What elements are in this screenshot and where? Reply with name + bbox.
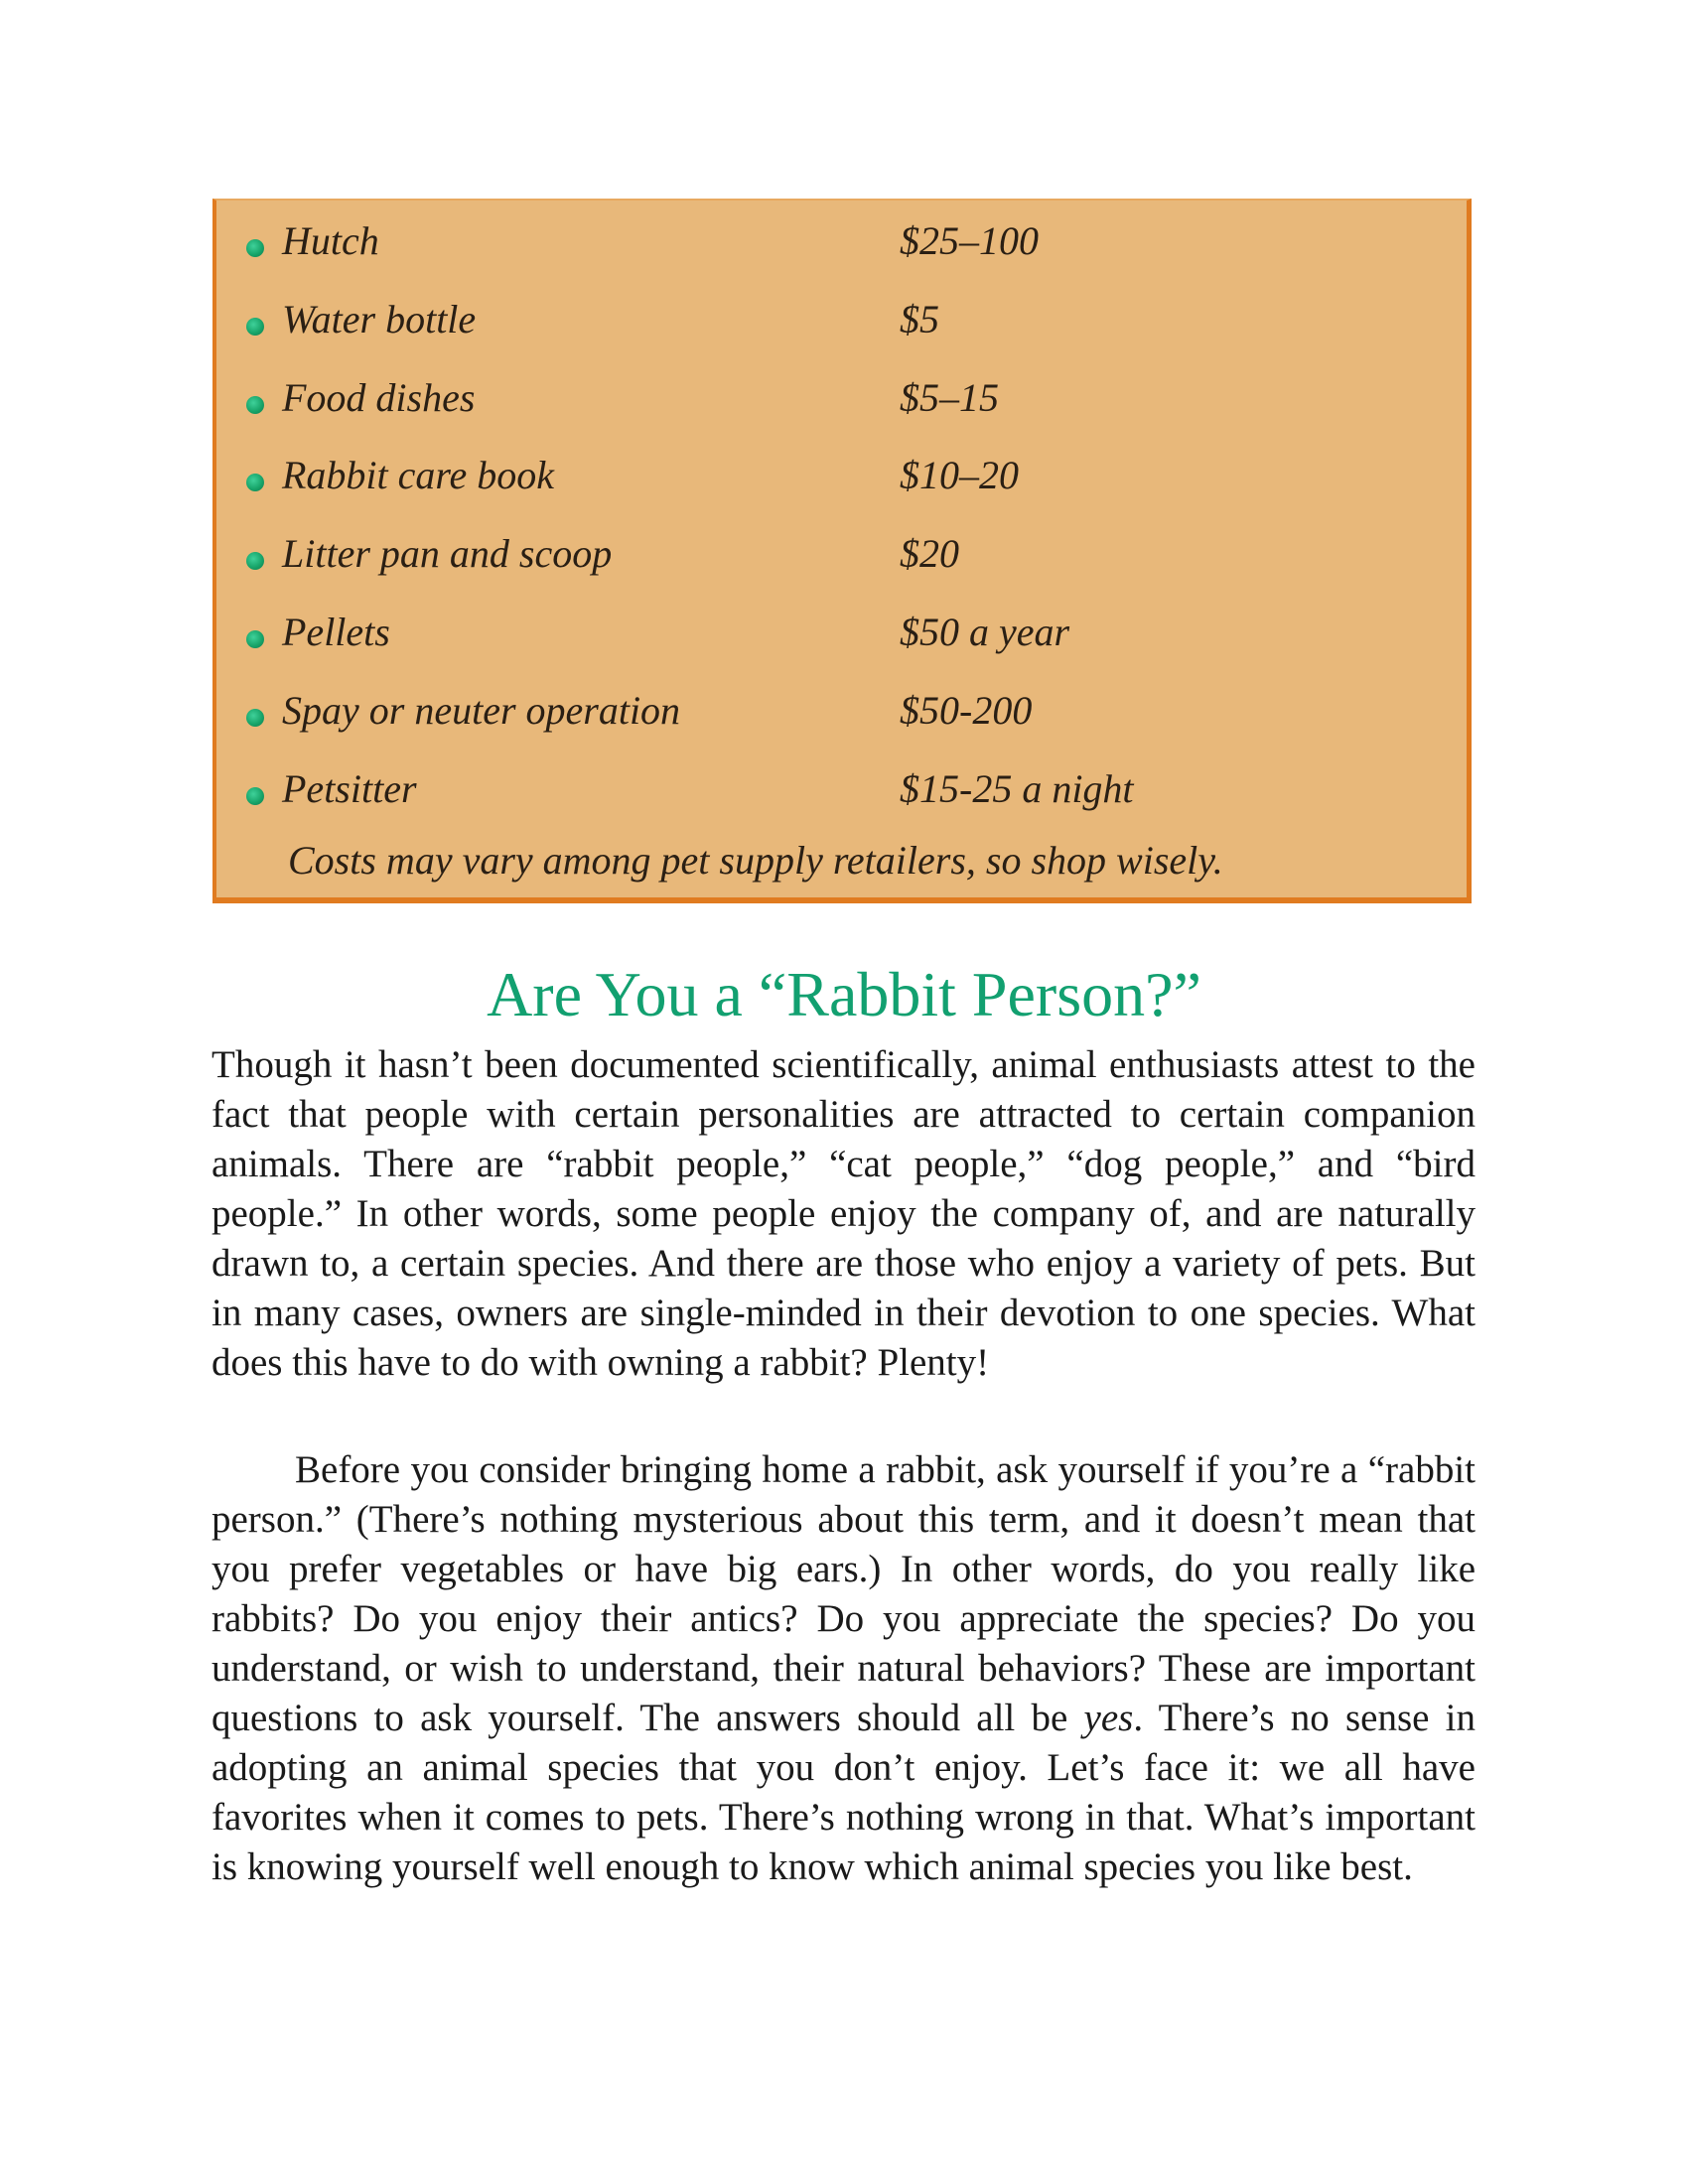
cost-item-name: Water bottle <box>282 296 477 341</box>
cost-item-food-dishes <box>216 367 1467 446</box>
bullet-icon <box>246 474 264 491</box>
cost-item-name: Pellets <box>282 609 390 654</box>
paragraph-2-emphasis: yes <box>1083 1697 1134 1739</box>
cost-note: Costs may vary among pet supply retailers, so shop wisely. <box>288 838 1223 883</box>
cost-item-price: $50-200 <box>900 687 1033 733</box>
bullet-icon <box>246 630 264 648</box>
cost-item-hutch <box>216 210 1467 289</box>
paragraph-2-text-start: Before you consider bringing home a rabbit, ask yourself if you’re a “rabbit person.” (There’s nothing mysterious about this term, and it doesn’t mean that you prefer vegetables or have big ears.) In other words, do you really like rabbits? Do you enjoy their antics? Do you appreciate the species? Do you understand, or wish to understand, their natural behaviors? These are important questions to ask yourself. The answers should all be <box>211 1448 1476 1739</box>
cost-item-name: Rabbit care book <box>282 453 555 498</box>
cost-item-petsitter <box>216 758 1467 837</box>
cost-item-name: Spay or neuter operation <box>282 687 681 733</box>
cost-item-rabbit-care-book <box>216 445 1467 523</box>
cost-item-price: $15-25 a night <box>900 765 1134 811</box>
cost-item-price: $25–100 <box>900 218 1039 263</box>
body-paragraph-1: Though it hasn’t been documented scientifically, animal enthusiasts attest to the fact that people with certain personalities are attracted to certain companion animals. There are “rabbit people,” “cat people,” “dog people,” and “bird people.” In other words, some people enjoy the company of, and are naturally drawn to, a certain species. And there are those who enjoy a variety of pets. But in many cases, owners are single-minded in their devotion to one species. What does this have to do with owning a rabbit? Plenty! <box>211 1043 1476 1384</box>
cost-item-price: $10–20 <box>900 453 1019 498</box>
bullet-icon <box>246 709 264 727</box>
paragraph-2-text-end: . There’s no sense in adopting an animal species that you don’t enjoy. Let’s face it: we all have favorites when it comes to pets. There’s nothing wrong in that. What’s important is knowing yourself well enough to know which animal species you like best. <box>211 1697 1476 1888</box>
cost-item-price: $50 a year <box>900 609 1070 654</box>
cost-item-spay-neuter <box>216 680 1467 758</box>
bullet-icon <box>246 318 264 336</box>
cost-item-price: $20 <box>900 531 959 577</box>
cost-sidebar-box <box>212 199 1472 903</box>
cost-item-pellets <box>216 602 1467 680</box>
cost-item-price: $5–15 <box>900 374 999 420</box>
cost-item-litter-pan <box>216 523 1467 602</box>
cost-item-name: Food dishes <box>282 374 476 420</box>
cost-item-price: $5 <box>900 296 939 341</box>
cost-list <box>216 210 1467 836</box>
cost-item-name: Litter pan and scoop <box>282 531 613 577</box>
bullet-icon <box>246 239 264 257</box>
cost-item-name: Hutch <box>282 218 379 263</box>
bullet-icon <box>246 787 264 805</box>
bullet-icon <box>246 552 264 570</box>
body-paragraph-2 <box>211 1445 1476 1892</box>
section-heading: Are You a “Rabbit Person?” <box>487 959 1201 1029</box>
cost-item-name: Petsitter <box>282 765 417 811</box>
bullet-icon <box>246 396 264 414</box>
cost-item-water-bottle <box>216 289 1467 367</box>
